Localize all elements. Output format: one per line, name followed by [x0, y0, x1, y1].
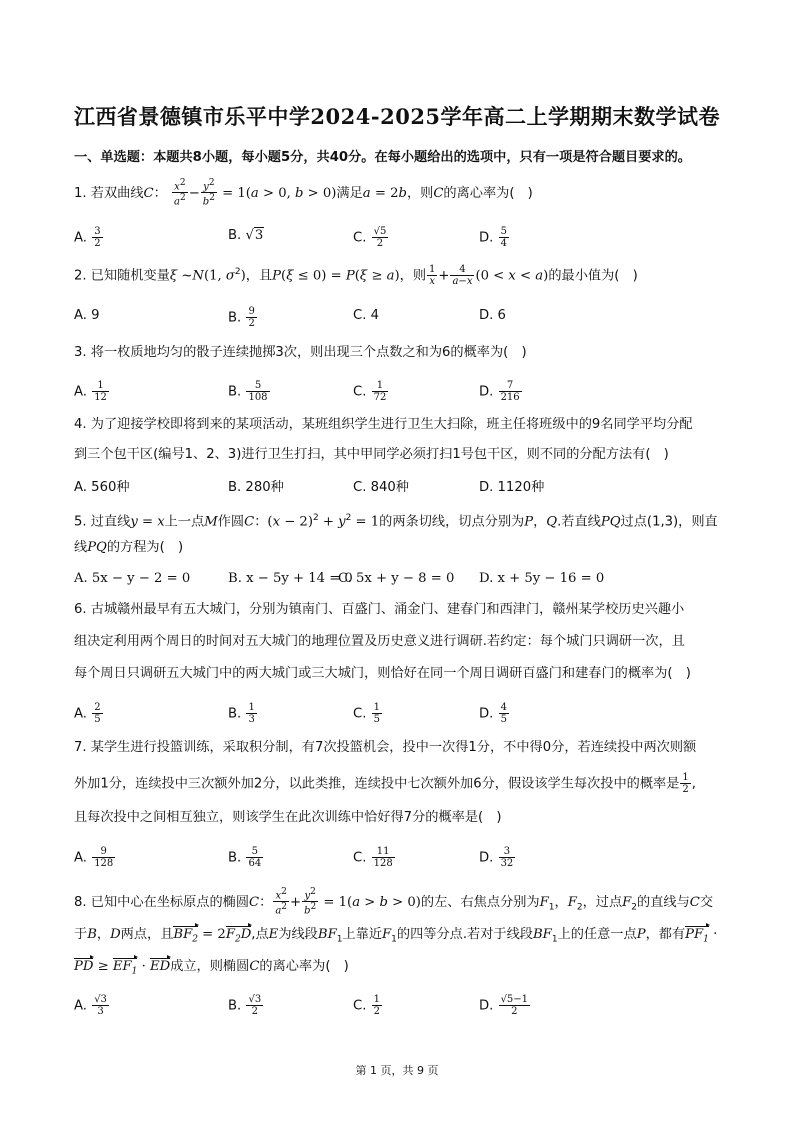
- question-7-line-2: 外加1分，连续投中三次额外加2分，以此类推，连续投中七次额外加6分，假设该学生每次投中的概率是 $\frac{1}{2}$ ,: [74, 772, 696, 795]
- option-a[interactable]: A. $\frac{3}{2}$: [74, 226, 101, 249]
- option-c[interactable]: C. $\frac{1}{5}$: [353, 702, 380, 725]
- page-footer: 第 1 页，共 9 页: [355, 1064, 439, 1077]
- option-d[interactable]: D. $\frac{√5-1}{2}$: [479, 994, 529, 1017]
- option-d[interactable]: D. 1120种: [479, 480, 545, 495]
- option-d[interactable]: D. $\frac{4}{5}$: [479, 702, 507, 725]
- option-c[interactable]: C. 5x + y − 8 = 0: [338, 571, 455, 586]
- question-8-line-1: 8. 已知中心在坐标原点的椭圆C： $\frac{x^2}{a^2}$ + $\frac{y^2}{b^2}$ = 1(a > b > 0)的左、右焦点分别为$F_1$，$F_2$，过点$F_2$的直线与C交: [74, 887, 714, 917]
- option-c[interactable]: C. 4: [353, 308, 379, 323]
- option-a[interactable]: A. 5x − y − 2 = 0: [74, 571, 191, 586]
- option-d[interactable]: D. $\frac{3}{32}$: [479, 846, 514, 869]
- option-c[interactable]: C. $\frac{1}{72}$: [353, 380, 387, 403]
- option-c[interactable]: C. 840种: [353, 480, 409, 495]
- question-7-line-3: 且每次投中之间相互独立，则该学生在此次训练中恰好得7分的概率是( ): [74, 810, 502, 825]
- option-c[interactable]: C. $\frac{1}{2}$: [353, 994, 380, 1017]
- option-b[interactable]: B. $\frac{9}{2}$: [228, 306, 255, 329]
- option-b[interactable]: B. 280种: [228, 480, 284, 495]
- question-5-line-1: 5. 过直线y = x上一点M作圆C：$(x - 2)^2 + y^2 = 1$的两条切线，切点分别为P，Q.若直线PQ过点(1,3)，则直: [74, 513, 718, 530]
- option-b[interactable]: B. $\frac{√3}{2}$: [228, 994, 262, 1017]
- question-6-line-3: 每个周日只调研五大城门中的两大城门或三大城门，则恰好在同一个周日调研百盛门和建春门的概率为( ): [74, 666, 691, 681]
- section-heading: 一、单选题：本题共8小题，每小题5分，共40分。在每小题给出的选项中，只有一项是符合题目要求的。: [74, 150, 691, 165]
- question-5-line-2: 线PQ的方程为( ): [74, 540, 184, 555]
- option-b[interactable]: B. $\frac{5}{108}$: [228, 380, 268, 403]
- option-d[interactable]: D. $\frac{5}{4}$: [479, 226, 507, 249]
- option-c[interactable]: C. $\frac{11}{128}$: [353, 846, 393, 869]
- question-8-line-2: 于B，D两点，且$BF_2 = 2F_2D$,点E为线段$BF_1$上靠近$F_1$的四等分点.若对于线段$BF_1$上的任意一点P，都有$PF_1$ ·: [74, 925, 717, 950]
- question-6-line-1: 6. 古城赣州最早有五大城门，分别为镇南门、百盛门、涌金门、建春门和西津门，赣州某学校历史兴趣小: [74, 602, 685, 617]
- option-b[interactable]: B. $\frac{1}{3}$: [228, 702, 255, 725]
- question-2: 2. 已知随机变量ξ ~N(1, $\sigma^2$)，且P(ξ ≤ 0) = P(ξ ≥ a)，则 $\frac{1}{x}$ + $\frac{4}{a-x}$ (0 < x < a)的最小值为( ): [74, 263, 638, 287]
- option-b[interactable]: B. x − 5y + 14 = 0: [228, 571, 353, 586]
- question-7-line-1: 7. 某学生进行投篮训练，采取积分制，有7次投篮机会，投中一次得1分，不中得0分，若连续投中两次则额: [74, 740, 697, 755]
- question-4-line-1: 4. 为了迎接学校即将到来的某项活动，某班组织学生进行卫生大扫除，班主任将班级中的9名同学平均分配: [74, 417, 693, 432]
- option-a[interactable]: A. $\frac{√3}{3}$: [74, 994, 107, 1017]
- option-d[interactable]: D. 6: [479, 308, 506, 323]
- question-1: 1. 若双曲线C： $\frac{x^2}{a^2}$ − $\frac{y^2}{b^2}$ = 1(a > 0, b > 0)满足a = 2b，则C的离心率为( ): [74, 178, 533, 208]
- option-a[interactable]: A. $\frac{9}{128}$: [74, 846, 114, 869]
- question-8-line-3: PD ≥ $EF_1$ · ED成立，则椭圆C的离心率为( ): [74, 957, 349, 982]
- option-d[interactable]: D. $\frac{7}{216}$: [479, 380, 520, 403]
- question-4-line-2: 到三个包干区(编号1、2、3)进行卫生打扫，其中甲同学必须打扫1号包干区，则不同的分配方法有( ): [74, 447, 669, 462]
- option-a[interactable]: A. 560种: [74, 480, 130, 495]
- option-a[interactable]: A. $\frac{1}{12}$: [74, 380, 107, 403]
- option-a[interactable]: A. 9: [74, 308, 100, 323]
- question-6-line-2: 组决定利用两个周日的时间对五大城门的地理位置及历史意义进行调研.若约定：每个城门只调研一次，且: [74, 634, 685, 649]
- option-d[interactable]: D. x + 5y − 16 = 0: [479, 571, 605, 586]
- option-a[interactable]: A. $\frac{2}{5}$: [74, 702, 101, 725]
- question-3: 3. 将一枚质地均匀的骰子连续抛掷3次，则出现三个点数之和为6的概率为( ): [74, 345, 527, 360]
- option-b[interactable]: B. √3: [228, 228, 264, 243]
- option-b[interactable]: B. $\frac{5}{64}$: [228, 846, 262, 869]
- page-title: 江西省景德镇市乐平中学2024-2025学年高二上学期期末数学试卷: [73, 104, 721, 129]
- option-c[interactable]: C. $\frac{√5}{2}$: [353, 226, 387, 249]
